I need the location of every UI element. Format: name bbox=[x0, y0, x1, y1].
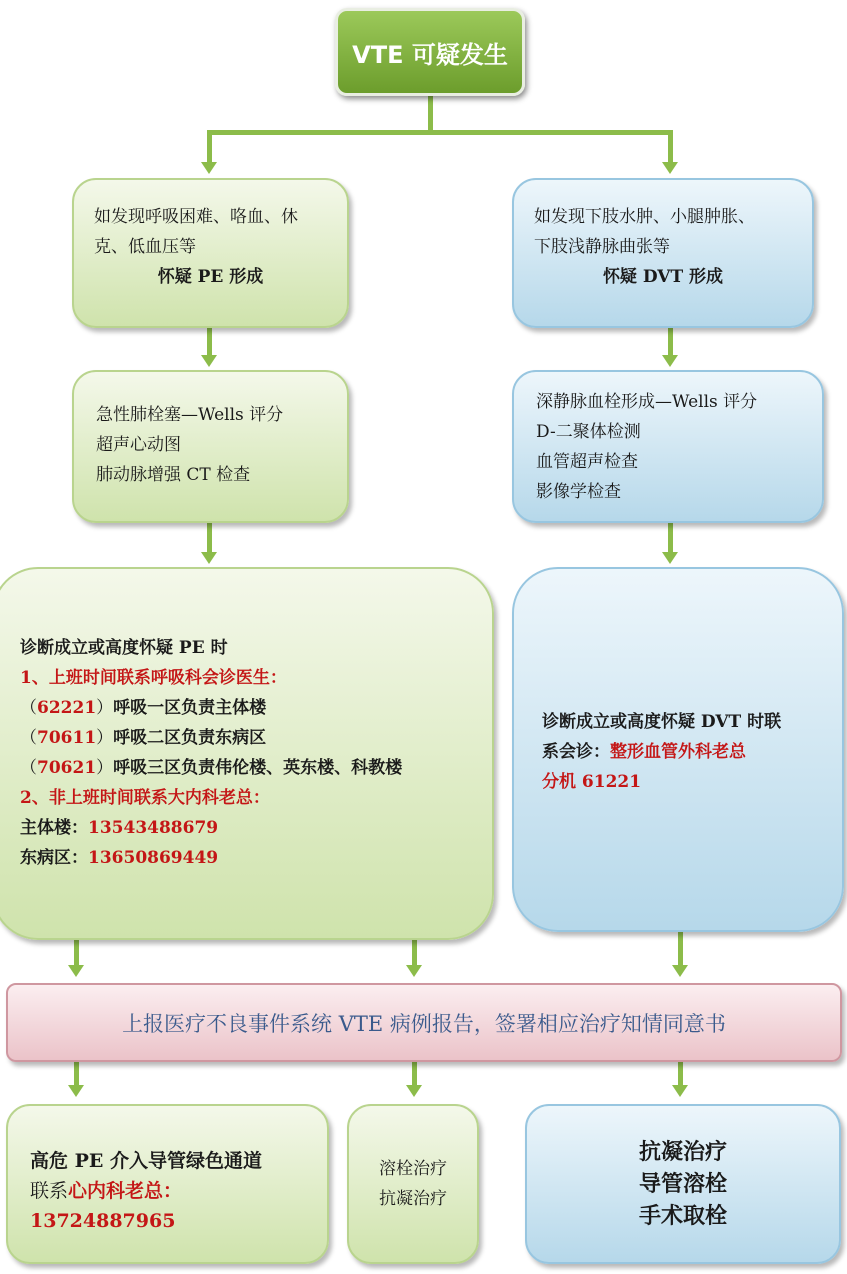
pe-phone-2-label: 东病区： bbox=[20, 848, 88, 868]
connector-dvt-3 bbox=[668, 523, 673, 553]
report-text: 上报医疗不良事件系统 VTE 病例报告，签署相应治疗知情同意书 bbox=[122, 1011, 726, 1036]
pe-contact-1-ext: 62221 bbox=[37, 698, 97, 718]
arrow-pe-3 bbox=[201, 552, 217, 564]
dvt-test-2: D-二聚体检测 bbox=[536, 422, 641, 442]
pe-symptoms-box bbox=[72, 178, 349, 328]
connector-pe-3 bbox=[207, 523, 212, 553]
connector-report-right bbox=[678, 1062, 683, 1086]
dvt-tests-box bbox=[512, 370, 824, 523]
dvt-symptoms-box bbox=[512, 178, 814, 328]
connector-pe-report-left bbox=[74, 940, 79, 966]
pe-contact-3: （70621）呼吸三区负责伟伦楼、英东楼、科教楼 bbox=[20, 758, 403, 778]
arrow-dvt-3 bbox=[662, 552, 678, 564]
arrow-report-right bbox=[672, 1085, 688, 1097]
dvt-symptoms-line-1: 如发现下肢水肿、小腿肿胀、 bbox=[534, 207, 755, 227]
middle-treatment-1: 溶栓治疗 bbox=[379, 1159, 447, 1179]
pe-phone-2-number: 13650869449 bbox=[88, 848, 219, 868]
pe-test-2: 超声心动图 bbox=[96, 435, 181, 455]
report-box bbox=[6, 983, 842, 1062]
dvt-test-1: 深静脉血栓形成—Wells 评分 bbox=[536, 392, 758, 412]
pe-phone-2 bbox=[20, 843, 492, 873]
pe-phone-1-number: 13543488679 bbox=[88, 818, 219, 838]
pe-contact-3-ext: 70621 bbox=[37, 758, 97, 778]
pe-contact-3-desc: 呼吸三区负责伟伦楼、英东楼、科教楼 bbox=[113, 758, 403, 778]
pe-test-1: 急性肺栓塞—Wells 评分 bbox=[96, 405, 284, 425]
connector-report-middle bbox=[412, 1062, 417, 1086]
high-risk-line-2-red: 心内科老总： bbox=[68, 1180, 183, 1202]
dvt-diagnosis-line-3: 分机 61221 bbox=[542, 772, 642, 792]
dvt-treatment-box bbox=[525, 1104, 841, 1264]
dvt-diagnosis-line-2-red: 整形血管外科老总 bbox=[610, 742, 746, 762]
right-treatment-3: 手术取栓 bbox=[638, 1203, 727, 1229]
pe-diagnosis-item2: 2、非上班时间联系大内科老总： bbox=[20, 788, 270, 808]
thrombolysis-box bbox=[347, 1104, 479, 1264]
arrow-dvt-2 bbox=[662, 355, 678, 367]
dvt-diagnosis-box bbox=[512, 567, 844, 932]
arrow-pe-report-left bbox=[68, 965, 84, 977]
high-risk-line-2-black: 联系 bbox=[30, 1180, 69, 1202]
pe-contact-1-desc: 呼吸一区负责主体楼 bbox=[113, 698, 267, 718]
connector-dvt-report bbox=[678, 932, 683, 966]
dvt-diagnosis-line-2 bbox=[542, 737, 842, 767]
dvt-diagnosis-line-1: 诊断成立或高度怀疑 DVT 时联 bbox=[542, 712, 782, 732]
connector-horizontal-top bbox=[207, 130, 673, 135]
arrow-report-left bbox=[68, 1085, 84, 1097]
arrow-pe-top bbox=[201, 162, 217, 174]
high-risk-line-1: 高危 PE 介入导管绿色通道 bbox=[30, 1150, 262, 1172]
arrow-pe-2 bbox=[201, 355, 217, 367]
arrow-pe-report-right bbox=[406, 965, 422, 977]
connector-dvt-2 bbox=[668, 328, 673, 356]
pe-diagnosis-item1: 1、上班时间联系呼吸科会诊医生： bbox=[20, 668, 287, 688]
pe-symptoms-line-1: 如发现呼吸困难、咯血、休 bbox=[94, 207, 298, 227]
pe-tests-box bbox=[72, 370, 349, 523]
high-risk-phone: 13724887965 bbox=[30, 1210, 176, 1232]
dvt-test-4: 影像学检查 bbox=[536, 482, 621, 502]
middle-treatment-2: 抗凝治疗 bbox=[379, 1189, 447, 1209]
pe-test-3: 肺动脉增强 CT 检查 bbox=[96, 465, 251, 485]
dvt-test-3: 血管超声检查 bbox=[536, 452, 638, 472]
connector-title-down bbox=[428, 96, 433, 134]
arrow-dvt-top bbox=[662, 162, 678, 174]
connector-report-left bbox=[74, 1062, 79, 1086]
connector-dvt-top bbox=[668, 130, 673, 163]
pe-contact-2-desc: 呼吸二区负责东病区 bbox=[113, 728, 267, 748]
pe-contact-2-ext: 70611 bbox=[37, 728, 97, 748]
right-treatment-2: 导管溶栓 bbox=[638, 1171, 727, 1197]
pe-diagnosis-heading: 诊断成立或高度怀疑 PE 时 bbox=[20, 638, 228, 658]
connector-pe-2 bbox=[207, 328, 212, 356]
high-risk-line-2 bbox=[30, 1176, 327, 1206]
title-box bbox=[335, 8, 525, 96]
pe-suspect-label: 怀疑 PE 形成 bbox=[157, 267, 264, 287]
connector-pe-top bbox=[207, 130, 212, 163]
dvt-suspect-label: 怀疑 DVT 形成 bbox=[602, 267, 724, 287]
dvt-diagnosis-line-2-black: 系会诊： bbox=[542, 742, 610, 762]
title-text: VTE 可疑发生 bbox=[352, 40, 508, 69]
pe-diagnosis-box bbox=[0, 567, 494, 940]
high-risk-box bbox=[6, 1104, 329, 1264]
right-treatment-1: 抗凝治疗 bbox=[638, 1139, 727, 1165]
pe-contact-1: （62221）呼吸一区负责主体楼 bbox=[20, 698, 267, 718]
pe-phone-1-label: 主体楼： bbox=[20, 818, 88, 838]
connector-pe-report-right bbox=[412, 940, 417, 966]
pe-symptoms-line-2: 克、低血压等 bbox=[94, 237, 196, 257]
pe-phone-1 bbox=[20, 813, 492, 843]
arrow-report-middle bbox=[406, 1085, 422, 1097]
arrow-dvt-report bbox=[672, 965, 688, 977]
pe-contact-2: （70611）呼吸二区负责东病区 bbox=[20, 728, 267, 748]
dvt-symptoms-line-2: 下肢浅静脉曲张等 bbox=[534, 237, 670, 257]
